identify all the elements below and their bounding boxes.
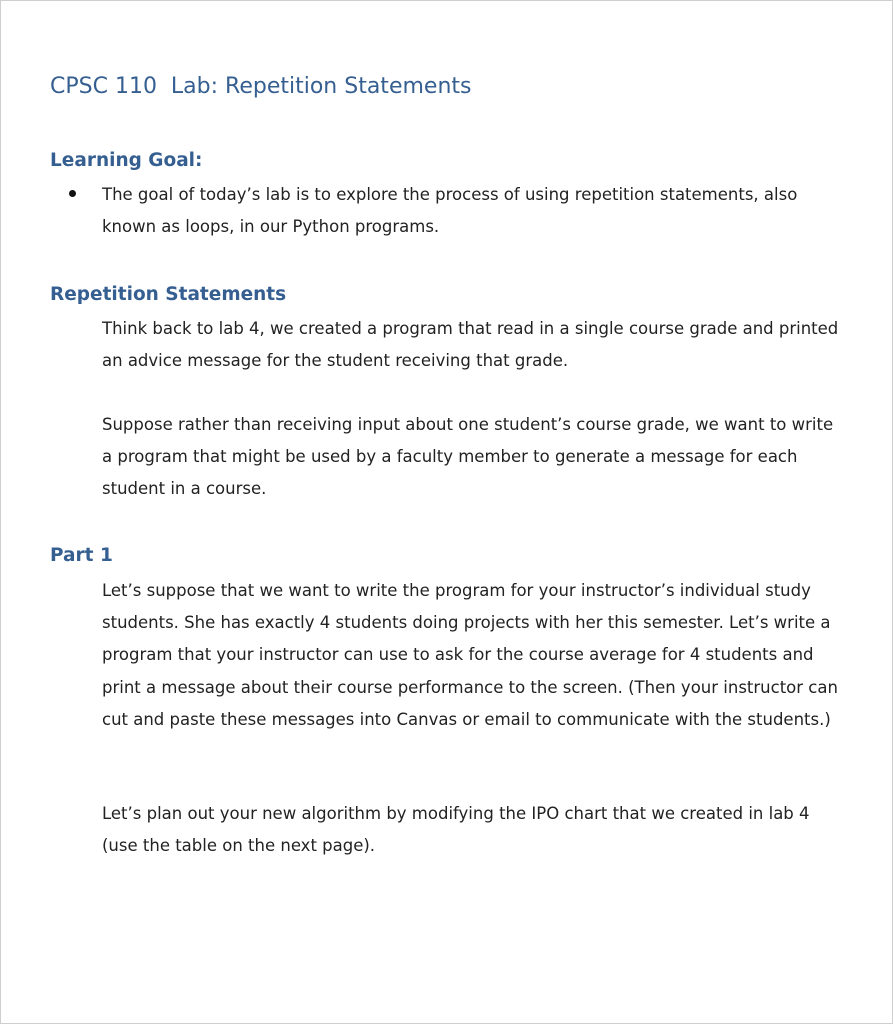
repetition-paragraph-2: Suppose rather than receiving input about one student’s course grade, we want to write a program that might be used by a faculty member to generate a message for each student in a course. (102, 415, 834, 499)
repetition-statements-heading: Repetition Statements (50, 284, 287, 305)
part1-paragraph-2: Let’s plan out your new algorithm by modifying the IPO chart that we created in lab 4 (use the table on the next page). (102, 804, 810, 856)
learning-goal-bullet-text: The goal of today’s lab is to explore the process of using repetition statements, also known as loops, in our Python programs. (102, 185, 798, 237)
document-title: CPSC 110 Lab: Repetition Statements (50, 74, 472, 99)
learning-goal-heading: Learning Goal: (50, 150, 203, 171)
repetition-paragraph-1: Think back to lab 4, we created a program that read in a single course grade and printed an advice message for the student receiving that grade. (102, 319, 839, 371)
part1-paragraph-1: Let’s suppose that we want to write the program for your instructor’s individual study students. She has exactly 4 students doing projects with her this semester. Let’s write a program that your instructor can use to ask for the course average for 4 students and print a message about their course performance to the screen. (Then your instructor can cut and paste these messages into Canvas or email to communicate with the students.) (102, 581, 838, 729)
bullet-icon (69, 190, 76, 197)
part1-heading: Part 1 (50, 545, 113, 566)
